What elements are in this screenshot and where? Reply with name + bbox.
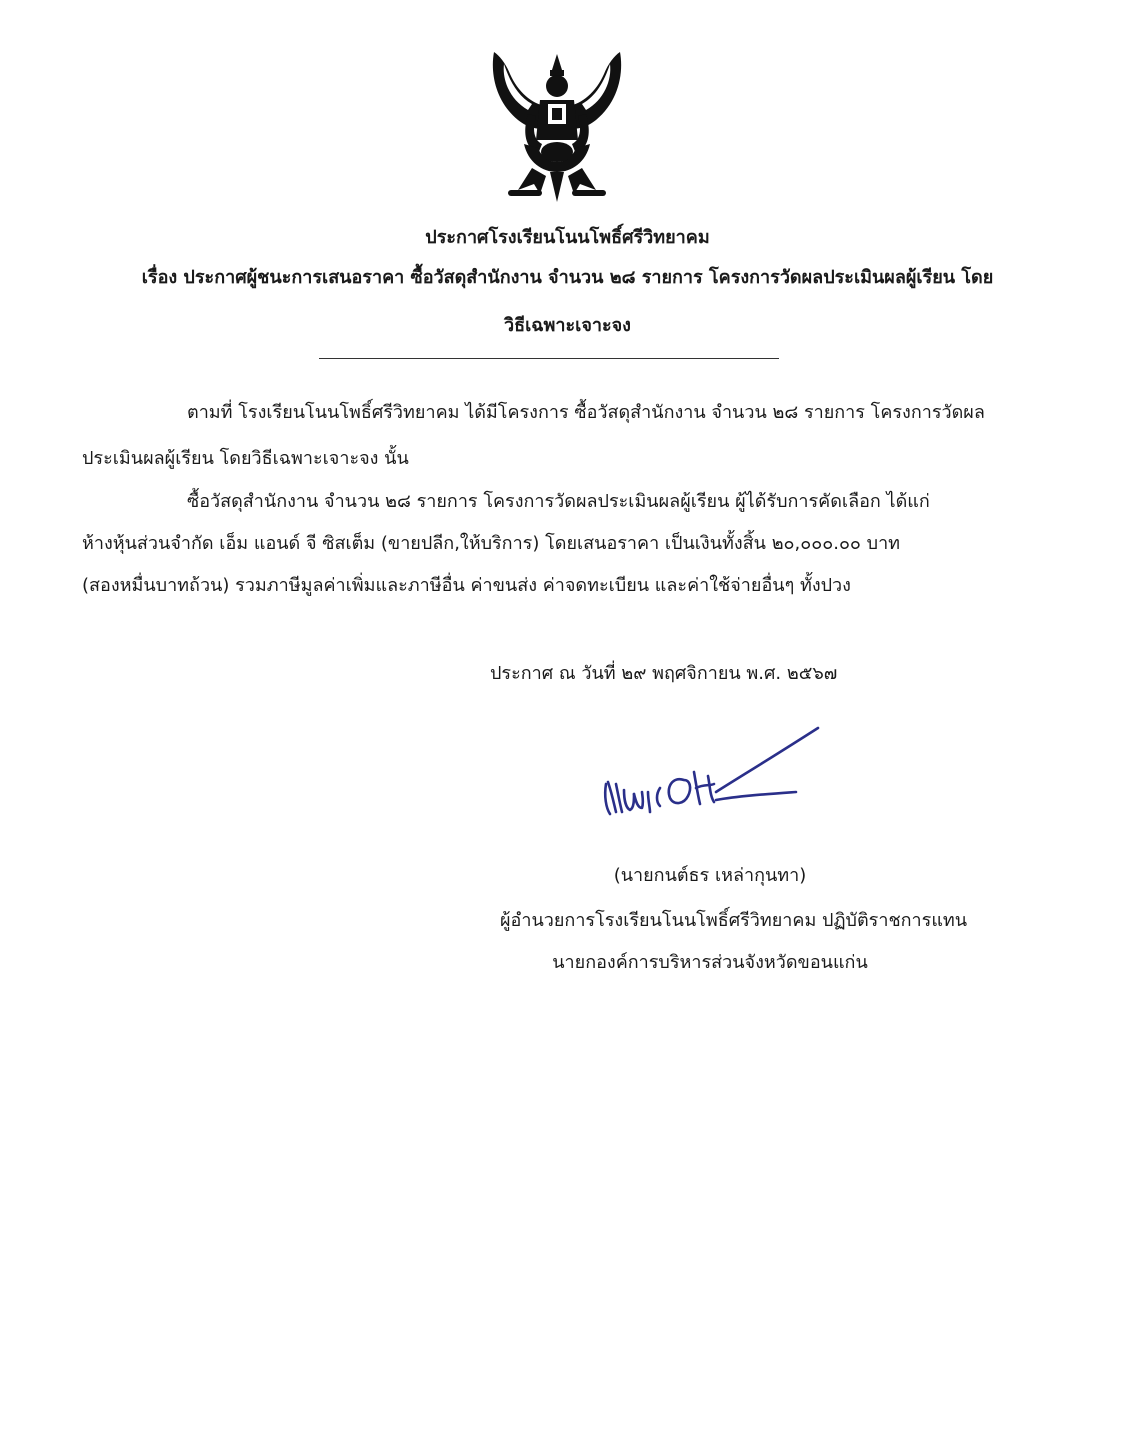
subject-line-1: เรื่อง ประกาศผู้ชนะการเสนอราคา ซื้อวัสดุสำนักงาน จำนวน ๒๘ รายการ โครงการวัดผลประเมินผลผู้เรียน โดย <box>141 267 994 288</box>
handwritten-signature <box>598 722 820 830</box>
paragraph-1-line-1: ตามที่ โรงเรียนโนนโพธิ์ศรีวิทยาคม ได้มีโครงการ ซื้อวัสดุสำนักงาน จำนวน ๒๘ รายการ โครงการวัดผล <box>187 402 985 423</box>
signer-position-1: ผู้อำนวยการโรงเรียนโนนโพธิ์ศรีวิทยาคม ปฏิบัติราชการแทน <box>500 910 968 931</box>
separator-line <box>319 358 779 359</box>
paragraph-2-line-2: ห้างหุ้นส่วนจำกัด เอ็ม แอนด์ จี ซิสเต็ม (ขายปลีก,ให้บริการ) โดยเสนอราคา เป็นเงินทั้งสิ้น ๒๐,๐๐๐.๐๐ บาท <box>82 533 901 554</box>
announcement-title: ประกาศโรงเรียนโนนโพธิ์ศรีวิทยาคม <box>425 227 710 248</box>
garuda-emblem-icon <box>488 44 626 204</box>
subject-line-2: วิธีเฉพาะเจาะจง <box>504 315 631 336</box>
signer-name: (นายกนต์ธร เหล่ากุนทา) <box>613 865 807 886</box>
announcement-date: ประกาศ ณ วันที่ ๒๙ พฤศจิกายน พ.ศ. ๒๕๖๗ <box>490 663 838 684</box>
signer-position-2: นายกองค์การบริหารส่วนจังหวัดขอนแก่น <box>552 952 868 973</box>
paragraph-1-line-2: ประเมินผลผู้เรียน โดยวิธีเฉพาะเจาะจง นั้น <box>82 448 409 469</box>
paragraph-2-line-3: (สองหมื่นบาทถ้วน) รวมภาษีมูลค่าเพิ่มและภาษีอื่น ค่าขนส่ง ค่าจดทะเบียน และค่าใช้จ่ายอื่นๆ ทั้งปวง <box>82 575 851 596</box>
paragraph-2-line-1: ซื้อวัสดุสำนักงาน จำนวน ๒๘ รายการ โครงการวัดผลประเมินผลผู้เรียน ผู้ได้รับการคัดเลือก ได้แก่ <box>187 491 930 512</box>
